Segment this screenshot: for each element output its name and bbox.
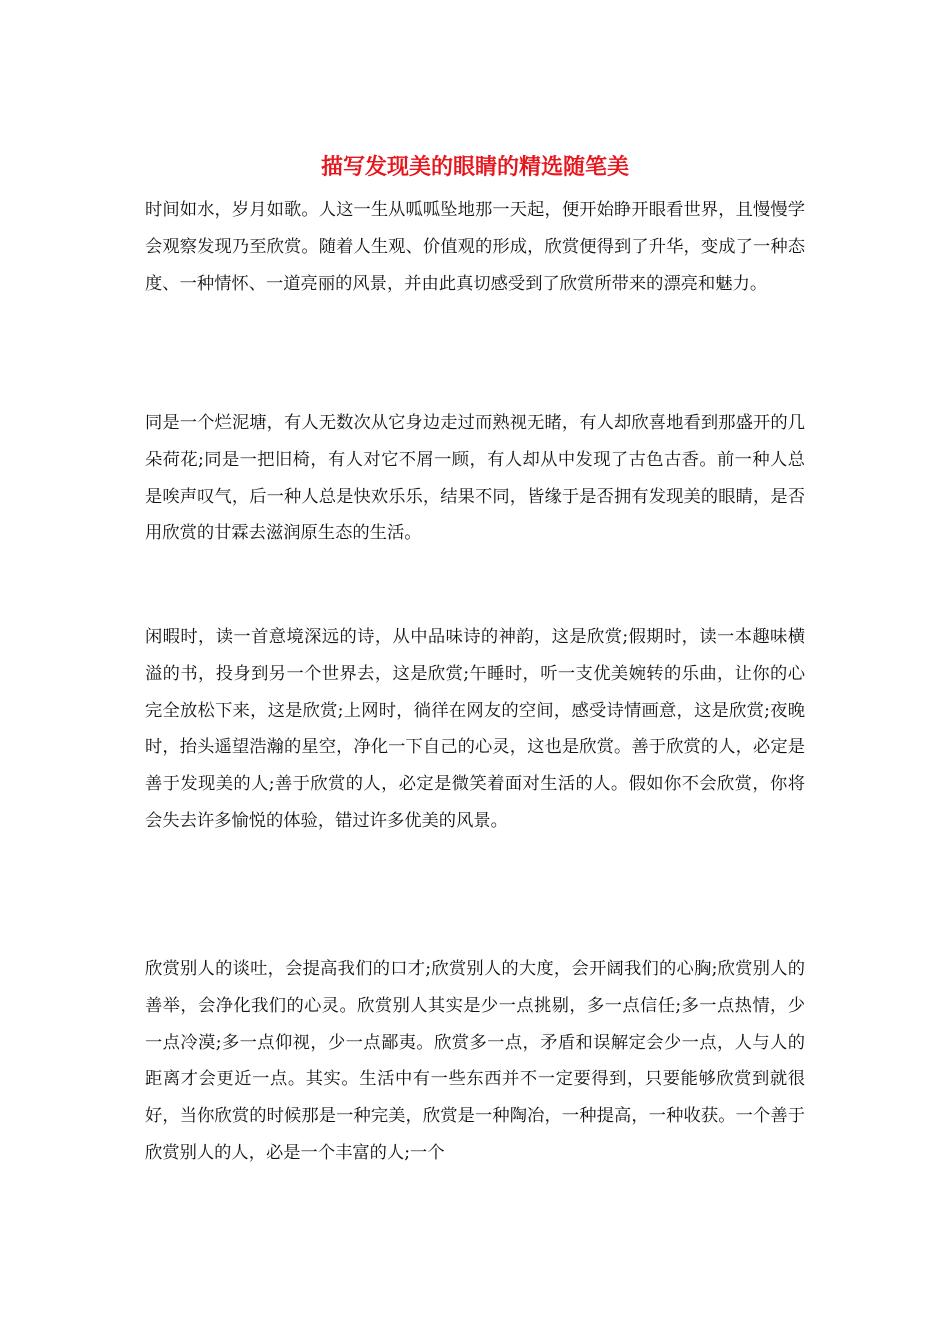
paragraph-2: 同是一个烂泥塘，有人无数次从它身边走过而熟视无睹，有人却欣喜地看到那盛开的几朵荷花;同是一把旧椅，有人对它不屑一顾，有人却从中发现了古色古香。前一种人总是唉声叹气，后一种人总是快欢乐乐，结果不同，皆缘于是否拥有发现美的眼睛，是否用欣赏的甘霖去滋润原生态的生活。 xyxy=(145,413,805,544)
page-title: 描写发现美的眼睛的精选随笔美 xyxy=(320,155,629,180)
paragraph-1: 时间如水，岁月如歌。人这一生从呱呱坠地那一天起，便开始睁开眼看世界，且慢慢学会观察发现乃至欣赏。随着人生观、价值观的形成，欣赏便得到了升华，变成了一种态度、一种情怀、一道亮丽的风景，并由此真切感受到了欣赏所带来的漂亮和魅力。 xyxy=(145,200,805,294)
paragraph-4: 欣赏别人的谈吐，会提高我们的口才;欣赏别人的大度，会开阔我们的心胸;欣赏别人的善举，会净化我们的心灵。欣赏别人其实是少一点挑剔，多一点信任;多一点热情，少一点冷漠;多一点仰视，少一点鄙夷。欣赏多一点，矛盾和误解定会少一点，人与人的距离才会更近一点。其实。生活中有一些东西并不一定要得到，只要能够欣赏到就很好，当你欣赏的时候那是一种完美，欣赏是一种陶冶，一种提高，一种收获。一个善于欣赏别人的人，必是一个丰富的人;一个 xyxy=(145,959,805,1163)
paragraph-3: 闲暇时，读一首意境深远的诗，从中品味诗的神韵，这是欣赏;假期时，读一本趣味横溢的书，投身到另一个世界去，这是欣赏;午睡时，听一支优美婉转的乐曲，让你的心完全放松下来，这是欣赏;上网时，徜徉在网友的空间，感受诗情画意，这是欣赏;夜晚时，抬头遥望浩瀚的星空，净化一下自己的心灵，这也是欣赏。善于欣赏的人，必定是善于发现美的人;善于欣赏的人，必定是微笑着面对生活的人。假如你不会欣赏，你将会失去许多愉悦的体验，错过许多优美的风景。 xyxy=(145,627,805,831)
